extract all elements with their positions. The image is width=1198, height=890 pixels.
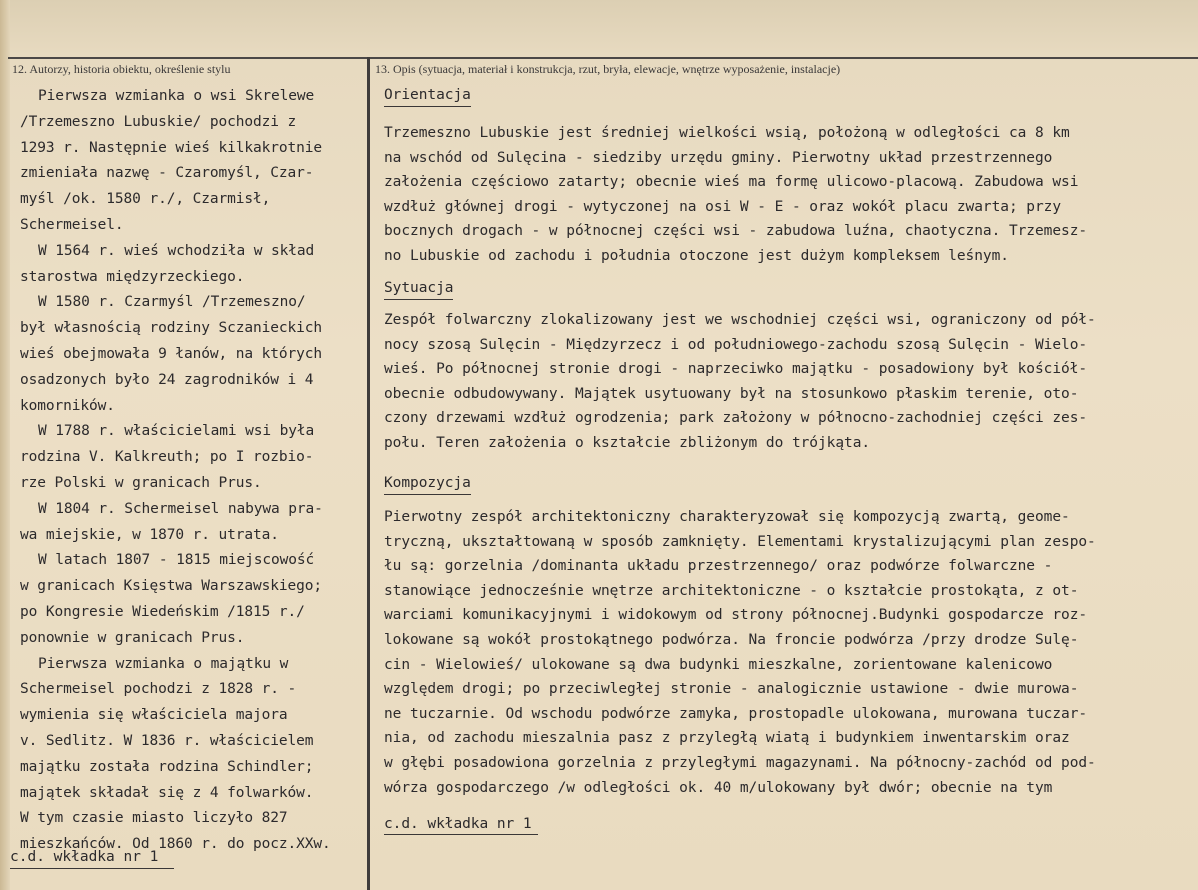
- text-line: w granicach Księstwa Warszawskiego;: [20, 578, 323, 595]
- text-line: czony drzewami wzdłuż ogrodzenia; park założony w północno-zachodniej części zes-: [384, 410, 1088, 427]
- text-line: Zespół folwarczny zlokalizowany jest we wschodniej części wsi, ograniczony od pół-: [384, 312, 1096, 328]
- header-rule: [8, 57, 1198, 59]
- continuation-note-right: c.d. wkładka nr 1: [384, 814, 538, 835]
- text-line: bocznych drogach - w północnej części wsi - zabudowa luźna, chaotyczna. Trzemesz-: [384, 223, 1088, 240]
- text-line: wzdłuż głównej drogi - wytyczonej na osi W - E - oraz wokół placu zwarta; przy: [384, 198, 1062, 215]
- text-line: zmieniała nazwę - Czaromyśl, Czar-: [20, 165, 314, 182]
- text-line: na wschód od Sulęcina - siedziby urzędu gminy. Pierwotny układ przestrzennego: [384, 149, 1053, 166]
- section-sytuacja: [384, 277, 1190, 456]
- section-kompozycja: [384, 472, 1190, 800]
- text-line: lokowane są wokół prostokątnego podwórza. Na froncie podwórza /przy drodze Sulę-: [384, 631, 1079, 648]
- text-line: v. Sedlitz. W 1836 r. właścicielem: [20, 732, 314, 749]
- text-line: obecnie odbudowywany. Majątek usytuowany był na stosunkowo płaskim terenie, oto-: [384, 385, 1079, 402]
- text-line: W 1580 r. Czarmyśl /Trzemeszno/: [38, 294, 306, 311]
- text-line: w głębi posadowiona gorzelnia z przyległymi magazynami. Na północny-zachód od pod-: [384, 754, 1096, 771]
- text-line: wymienia się właściciela majora: [20, 707, 288, 724]
- text-line: nia, od zachodu mieszalnia pasz z przyległą wiatą i budynkiem inwentarskim oraz: [384, 730, 1070, 747]
- column-header-13: 13. Opis (sytuacja, materiał i konstrukcja, rzut, bryła, elewacje, wnętrze wyposażenie, instalacje): [375, 62, 841, 76]
- text-line: /Trzemeszno Lubuskie/ pochodzi z: [20, 113, 297, 130]
- text-line: Schermeisel pochodzi z 1828 r. -: [20, 681, 297, 698]
- text-line: rze Polski w granicach Prus.: [20, 474, 262, 491]
- text-line: rodzina V. Kalkreuth; po I rozbio-: [20, 449, 314, 466]
- text-line: Trzemeszno Lubuskie jest średniej wielkości wsią, położoną w odległości ca 8 km: [384, 125, 1070, 141]
- continuation-note-left: c.d. wkładka nr 1: [10, 846, 174, 869]
- page-top-band: [0, 0, 1198, 55]
- text-line: Pierwsza wzmianka o majątku w: [38, 655, 289, 672]
- column-header-12: 12. Autorzy, historia obiektu, określenie stylu: [12, 62, 231, 76]
- section-body: [384, 121, 1190, 269]
- text-line: komorników.: [20, 397, 115, 414]
- text-line: cin - Wielowieś/ ulokowane są dwa budynki mieszkalne, zorientowane kalenicowo: [384, 656, 1053, 673]
- text-line: Pierwotny zespół architektoniczny charakteryzował się kompozycją zwartą, geome-: [384, 509, 1070, 525]
- text-line: W 1788 r. właścicielami wsi była: [38, 423, 315, 440]
- section-title: Kompozycja: [384, 472, 471, 495]
- text-line: ponownie w granicach Prus.: [20, 629, 245, 646]
- history-column: [20, 84, 366, 858]
- section-title: Orientacja: [384, 84, 471, 107]
- text-line: myśl /ok. 1580 r./, Czarmisł,: [20, 191, 271, 208]
- text-line: połu. Teren założenia o kształcie zbliżonym do trójkąta.: [384, 434, 871, 451]
- text-line: ne tuczarnie. Od wschodu podwórze zamyka, prostopadle ulokowana, murowana tuczar-: [384, 705, 1088, 722]
- text-line: wieś obejmowała 9 łanów, na których: [20, 345, 323, 362]
- section-body: [384, 308, 1190, 456]
- text-line: łu są: gorzelnia /dominanta układu przestrzennego/ oraz podwórze folwarczne -: [384, 558, 1053, 575]
- text-line: tryczną, ukształtowaną w sposób zamknięty. Elementami krystalizującymi plan zespo-: [384, 533, 1096, 550]
- text-line: majątku została rodzina Schindler;: [20, 758, 314, 775]
- text-line: no Lubuskie od zachodu i południa otoczone jest dużym kompleksem leśnym.: [384, 247, 1009, 264]
- text-line: nocy szosą Sulęcin - Międzyrzecz i od południowego-zachodu szosą Sulęcin - Wielo-: [384, 336, 1088, 353]
- text-line: mieszkańców. Od 1860 r. do pocz.XXw.: [20, 836, 331, 853]
- text-line: wa miejskie, w 1870 r. utrata.: [20, 526, 279, 543]
- text-line: stanowiące jednocześnie wnętrze architektoniczne - o kształcie prostokąta, z ot-: [384, 582, 1079, 599]
- section-title: Sytuacja: [384, 277, 453, 300]
- section-body: [384, 505, 1190, 800]
- text-line: Pierwsza wzmianka o wsi Skrelewe: [38, 88, 315, 104]
- text-line: warciami komunikacyjnymi i widokowym od strony północnej.Budynki gospodarcze roz-: [384, 607, 1088, 624]
- text-line: Schermeisel.: [20, 216, 124, 233]
- text-line: W 1564 r. wieś wchodziła w skład: [38, 242, 315, 259]
- text-line: starostwa międzyrzeckiego.: [20, 268, 245, 285]
- text-line: po Kongresie Wiedeńskim /1815 r./: [20, 603, 305, 620]
- text-line: założenia częściowo zatarty; obecnie wieś ma formę ulicowo-placową. Zabudowa wsi: [384, 174, 1079, 191]
- text-line: W 1804 r. Schermeisel nabywa pra-: [38, 500, 323, 517]
- text-line: 1293 r. Następnie wieś kilkakrotnie: [20, 139, 323, 156]
- text-line: był własnością rodziny Sczanieckich: [20, 320, 323, 337]
- text-line: W latach 1807 - 1815 miejscowość: [38, 552, 315, 569]
- column-divider: [367, 57, 370, 890]
- text-line: W tym czasie miasto liczyło 827: [20, 810, 288, 827]
- text-line: wieś. Po północnej stronie drogi - naprzeciwko majątku - posadowiony był kościół-: [384, 361, 1088, 378]
- page-left-edge: [0, 0, 10, 890]
- section-orientacja: [384, 84, 1190, 269]
- text-line: wórza gospodarczego /w odległości ok. 40 m/ulokowany był dwór; obecnie na tym: [384, 779, 1053, 796]
- text-line: majątek składał się z 4 folwarków.: [20, 784, 314, 801]
- text-line: względem drogi; po przeciwległej stronie - analogicznie ustawione - dwie murowa-: [384, 681, 1079, 698]
- text-line: osadzonych było 24 zagrodników i 4: [20, 371, 314, 388]
